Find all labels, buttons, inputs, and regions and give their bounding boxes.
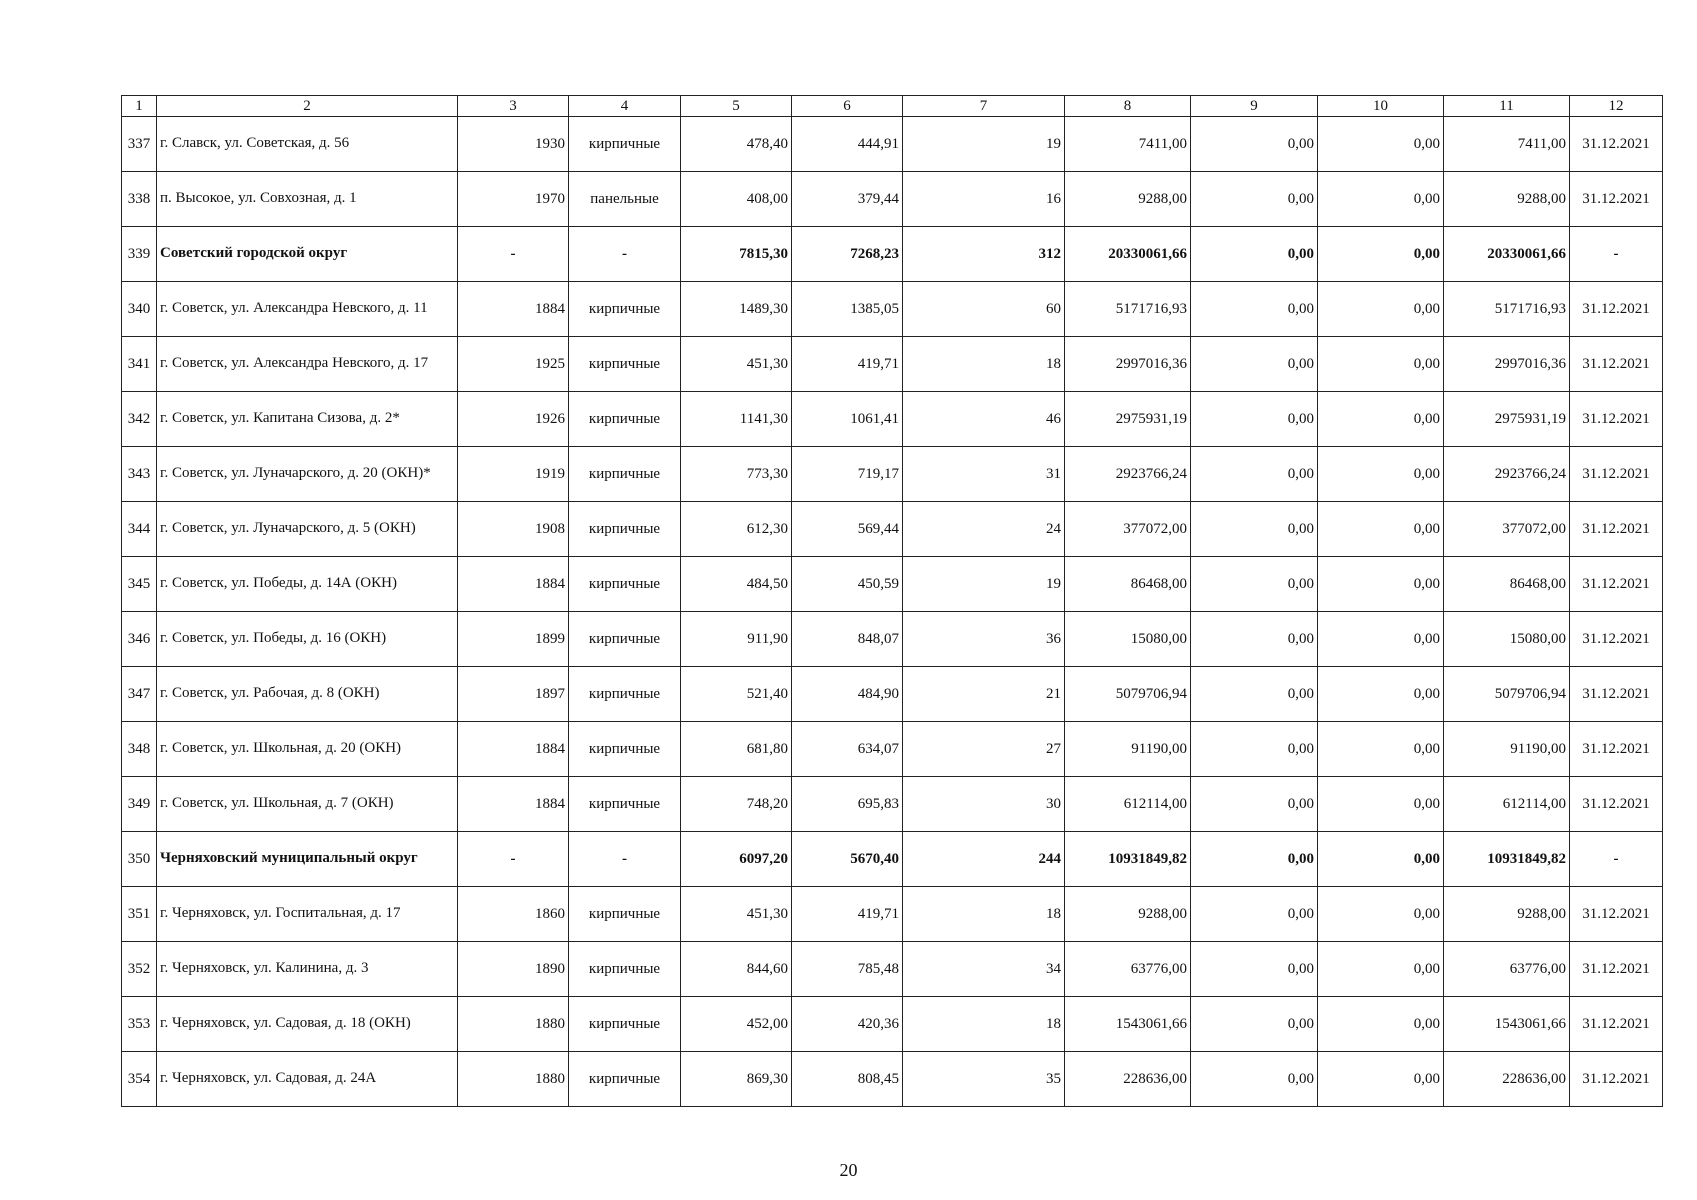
column-6-cell: 785,48 <box>792 942 903 997</box>
column-8-cell: 10931849,82 <box>1065 832 1191 887</box>
column-9-cell: 0,00 <box>1191 172 1318 227</box>
column-5-cell: 452,00 <box>681 997 792 1052</box>
date-cell: 31.12.2021 <box>1570 172 1663 227</box>
column-11-cell: 2997016,36 <box>1444 337 1570 392</box>
row-number-cell: 345 <box>122 557 157 612</box>
address-cell: г. Черняховск, ул. Садовая, д. 18 (ОКН) <box>157 997 458 1052</box>
column-5-cell: 844,60 <box>681 942 792 997</box>
column-7-cell: 18 <box>903 887 1065 942</box>
wall-material-cell: кирпичные <box>569 667 681 722</box>
wall-material-cell: кирпичные <box>569 612 681 667</box>
row-number-cell: 349 <box>122 777 157 832</box>
column-7-cell: 19 <box>903 117 1065 172</box>
date-cell: 31.12.2021 <box>1570 942 1663 997</box>
year-built-cell: 1860 <box>458 887 569 942</box>
column-6-cell: 419,71 <box>792 337 903 392</box>
column-8-cell: 5079706,94 <box>1065 667 1191 722</box>
column-number-header-row <box>122 96 1663 117</box>
wall-material-cell: кирпичные <box>569 887 681 942</box>
column-7-cell: 34 <box>903 942 1065 997</box>
column-8-cell: 2997016,36 <box>1065 337 1191 392</box>
column-8-cell: 2923766,24 <box>1065 447 1191 502</box>
date-cell: 31.12.2021 <box>1570 612 1663 667</box>
year-built-cell: 1908 <box>458 502 569 557</box>
address-cell: г. Советск, ул. Капитана Сизова, д. 2* <box>157 392 458 447</box>
column-9-cell: 0,00 <box>1191 1052 1318 1107</box>
year-built-cell: 1919 <box>458 447 569 502</box>
table-row <box>122 887 1663 942</box>
column-header: 3 <box>458 96 569 117</box>
date-cell: 31.12.2021 <box>1570 282 1663 337</box>
column-7-cell: 19 <box>903 557 1065 612</box>
column-header: 9 <box>1191 96 1318 117</box>
table-row <box>122 997 1663 1052</box>
column-6-cell: 5670,40 <box>792 832 903 887</box>
column-header: 11 <box>1444 96 1570 117</box>
column-10-cell: 0,00 <box>1318 612 1444 667</box>
date-cell: 31.12.2021 <box>1570 447 1663 502</box>
wall-material-cell: кирпичные <box>569 447 681 502</box>
date-cell: 31.12.2021 <box>1570 557 1663 612</box>
column-6-cell: 569,44 <box>792 502 903 557</box>
address-cell: г. Советск, ул. Луначарского, д. 5 (ОКН) <box>157 502 458 557</box>
column-9-cell: 0,00 <box>1191 832 1318 887</box>
date-cell: - <box>1570 227 1663 282</box>
column-10-cell: 0,00 <box>1318 887 1444 942</box>
column-8-cell: 86468,00 <box>1065 557 1191 612</box>
address-cell: г. Советск, ул. Александра Невского, д. 11 <box>157 282 458 337</box>
table-row <box>122 172 1663 227</box>
table-row <box>122 447 1663 502</box>
column-6-cell: 634,07 <box>792 722 903 777</box>
register-table <box>121 95 1663 1107</box>
year-built-cell: 1884 <box>458 282 569 337</box>
table-row <box>122 337 1663 392</box>
column-11-cell: 5171716,93 <box>1444 282 1570 337</box>
row-number-cell: 350 <box>122 832 157 887</box>
table-row <box>122 557 1663 612</box>
year-built-cell: 1880 <box>458 1052 569 1107</box>
row-number-cell: 342 <box>122 392 157 447</box>
column-9-cell: 0,00 <box>1191 942 1318 997</box>
column-8-cell: 377072,00 <box>1065 502 1191 557</box>
table-row <box>122 667 1663 722</box>
wall-material-cell: кирпичные <box>569 722 681 777</box>
column-10-cell: 0,00 <box>1318 997 1444 1052</box>
column-11-cell: 20330061,66 <box>1444 227 1570 282</box>
table-row <box>122 722 1663 777</box>
year-built-cell: 1926 <box>458 392 569 447</box>
column-8-cell: 612114,00 <box>1065 777 1191 832</box>
column-10-cell: 0,00 <box>1318 227 1444 282</box>
date-cell: 31.12.2021 <box>1570 1052 1663 1107</box>
column-10-cell: 0,00 <box>1318 667 1444 722</box>
column-8-cell: 2975931,19 <box>1065 392 1191 447</box>
date-cell: - <box>1570 832 1663 887</box>
column-7-cell: 21 <box>903 667 1065 722</box>
column-8-cell: 5171716,93 <box>1065 282 1191 337</box>
column-6-cell: 484,90 <box>792 667 903 722</box>
table-row <box>122 1052 1663 1107</box>
row-number-cell: 348 <box>122 722 157 777</box>
table-body <box>122 117 1663 1107</box>
column-9-cell: 0,00 <box>1191 447 1318 502</box>
column-header: 2 <box>157 96 458 117</box>
column-5-cell: 1489,30 <box>681 282 792 337</box>
year-built-cell: 1884 <box>458 777 569 832</box>
column-6-cell: 419,71 <box>792 887 903 942</box>
column-9-cell: 0,00 <box>1191 117 1318 172</box>
subtotal-row <box>122 832 1663 887</box>
date-cell: 31.12.2021 <box>1570 502 1663 557</box>
wall-material-cell: кирпичные <box>569 557 681 612</box>
wall-material-cell: кирпичные <box>569 392 681 447</box>
year-built-cell: - <box>458 832 569 887</box>
subtotal-row <box>122 227 1663 282</box>
column-header: 12 <box>1570 96 1663 117</box>
column-11-cell: 1543061,66 <box>1444 997 1570 1052</box>
address-cell: г. Советск, ул. Александра Невского, д. 17 <box>157 337 458 392</box>
column-11-cell: 10931849,82 <box>1444 832 1570 887</box>
column-9-cell: 0,00 <box>1191 777 1318 832</box>
year-built-cell: 1970 <box>458 172 569 227</box>
column-9-cell: 0,00 <box>1191 997 1318 1052</box>
column-5-cell: 911,90 <box>681 612 792 667</box>
column-11-cell: 63776,00 <box>1444 942 1570 997</box>
column-header: 7 <box>903 96 1065 117</box>
date-cell: 31.12.2021 <box>1570 722 1663 777</box>
column-10-cell: 0,00 <box>1318 1052 1444 1107</box>
column-7-cell: 46 <box>903 392 1065 447</box>
row-number-cell: 343 <box>122 447 157 502</box>
date-cell: 31.12.2021 <box>1570 337 1663 392</box>
row-number-cell: 338 <box>122 172 157 227</box>
column-11-cell: 2923766,24 <box>1444 447 1570 502</box>
column-10-cell: 0,00 <box>1318 282 1444 337</box>
row-number-cell: 351 <box>122 887 157 942</box>
column-6-cell: 719,17 <box>792 447 903 502</box>
date-cell: 31.12.2021 <box>1570 392 1663 447</box>
column-10-cell: 0,00 <box>1318 502 1444 557</box>
table-row <box>122 942 1663 997</box>
column-10-cell: 0,00 <box>1318 832 1444 887</box>
row-number-cell: 339 <box>122 227 157 282</box>
column-8-cell: 20330061,66 <box>1065 227 1191 282</box>
column-7-cell: 60 <box>903 282 1065 337</box>
column-11-cell: 91190,00 <box>1444 722 1570 777</box>
column-8-cell: 91190,00 <box>1065 722 1191 777</box>
column-5-cell: 408,00 <box>681 172 792 227</box>
column-5-cell: 1141,30 <box>681 392 792 447</box>
wall-material-cell: панельные <box>569 172 681 227</box>
table-row <box>122 502 1663 557</box>
column-9-cell: 0,00 <box>1191 887 1318 942</box>
column-5-cell: 681,80 <box>681 722 792 777</box>
column-7-cell: 16 <box>903 172 1065 227</box>
wall-material-cell: - <box>569 227 681 282</box>
column-5-cell: 7815,30 <box>681 227 792 282</box>
column-7-cell: 30 <box>903 777 1065 832</box>
column-9-cell: 0,00 <box>1191 667 1318 722</box>
year-built-cell: - <box>458 227 569 282</box>
column-10-cell: 0,00 <box>1318 172 1444 227</box>
column-11-cell: 86468,00 <box>1444 557 1570 612</box>
column-9-cell: 0,00 <box>1191 392 1318 447</box>
page-number: 20 <box>839 1160 858 1180</box>
column-11-cell: 5079706,94 <box>1444 667 1570 722</box>
year-built-cell: 1897 <box>458 667 569 722</box>
column-9-cell: 0,00 <box>1191 227 1318 282</box>
date-cell: 31.12.2021 <box>1570 777 1663 832</box>
column-6-cell: 848,07 <box>792 612 903 667</box>
column-6-cell: 444,91 <box>792 117 903 172</box>
row-number-cell: 354 <box>122 1052 157 1107</box>
column-8-cell: 9288,00 <box>1065 887 1191 942</box>
column-8-cell: 7411,00 <box>1065 117 1191 172</box>
wall-material-cell: кирпичные <box>569 502 681 557</box>
column-5-cell: 748,20 <box>681 777 792 832</box>
column-7-cell: 18 <box>903 337 1065 392</box>
year-built-cell: 1884 <box>458 557 569 612</box>
column-header: 8 <box>1065 96 1191 117</box>
date-cell: 31.12.2021 <box>1570 887 1663 942</box>
column-10-cell: 0,00 <box>1318 447 1444 502</box>
column-6-cell: 1385,05 <box>792 282 903 337</box>
row-number-cell: 352 <box>122 942 157 997</box>
table-row <box>122 392 1663 447</box>
column-7-cell: 31 <box>903 447 1065 502</box>
column-5-cell: 6097,20 <box>681 832 792 887</box>
column-header: 4 <box>569 96 681 117</box>
year-built-cell: 1880 <box>458 997 569 1052</box>
column-8-cell: 9288,00 <box>1065 172 1191 227</box>
column-header: 6 <box>792 96 903 117</box>
column-11-cell: 7411,00 <box>1444 117 1570 172</box>
column-5-cell: 773,30 <box>681 447 792 502</box>
row-number-cell: 344 <box>122 502 157 557</box>
column-5-cell: 612,30 <box>681 502 792 557</box>
column-5-cell: 451,30 <box>681 887 792 942</box>
column-10-cell: 0,00 <box>1318 337 1444 392</box>
column-7-cell: 36 <box>903 612 1065 667</box>
column-9-cell: 0,00 <box>1191 612 1318 667</box>
column-10-cell: 0,00 <box>1318 392 1444 447</box>
column-9-cell: 0,00 <box>1191 722 1318 777</box>
column-7-cell: 244 <box>903 832 1065 887</box>
address-cell: г. Черняховск, ул. Садовая, д. 24А <box>157 1052 458 1107</box>
row-number-cell: 347 <box>122 667 157 722</box>
date-cell: 31.12.2021 <box>1570 667 1663 722</box>
column-7-cell: 312 <box>903 227 1065 282</box>
address-cell: г. Славск, ул. Советская, д. 56 <box>157 117 458 172</box>
address-cell: Советский городской округ <box>157 227 458 282</box>
column-10-cell: 0,00 <box>1318 942 1444 997</box>
address-cell: г. Советск, ул. Победы, д. 16 (ОКН) <box>157 612 458 667</box>
column-10-cell: 0,00 <box>1318 722 1444 777</box>
address-cell: г. Черняховск, ул. Госпитальная, д. 17 <box>157 887 458 942</box>
row-number-cell: 337 <box>122 117 157 172</box>
wall-material-cell: кирпичные <box>569 1052 681 1107</box>
column-header: 1 <box>122 96 157 117</box>
address-cell: г. Советск, ул. Луначарского, д. 20 (ОКН)* <box>157 447 458 502</box>
column-7-cell: 27 <box>903 722 1065 777</box>
column-11-cell: 377072,00 <box>1444 502 1570 557</box>
date-cell: 31.12.2021 <box>1570 997 1663 1052</box>
column-9-cell: 0,00 <box>1191 557 1318 612</box>
column-6-cell: 808,45 <box>792 1052 903 1107</box>
column-5-cell: 484,50 <box>681 557 792 612</box>
column-8-cell: 15080,00 <box>1065 612 1191 667</box>
row-number-cell: 346 <box>122 612 157 667</box>
column-11-cell: 2975931,19 <box>1444 392 1570 447</box>
column-11-cell: 228636,00 <box>1444 1052 1570 1107</box>
wall-material-cell: кирпичные <box>569 777 681 832</box>
column-5-cell: 478,40 <box>681 117 792 172</box>
wall-material-cell: кирпичные <box>569 282 681 337</box>
column-10-cell: 0,00 <box>1318 777 1444 832</box>
year-built-cell: 1925 <box>458 337 569 392</box>
column-5-cell: 451,30 <box>681 337 792 392</box>
column-header: 5 <box>681 96 792 117</box>
column-6-cell: 695,83 <box>792 777 903 832</box>
column-6-cell: 450,59 <box>792 557 903 612</box>
column-11-cell: 9288,00 <box>1444 172 1570 227</box>
year-built-cell: 1884 <box>458 722 569 777</box>
column-6-cell: 7268,23 <box>792 227 903 282</box>
wall-material-cell: кирпичные <box>569 997 681 1052</box>
year-built-cell: 1930 <box>458 117 569 172</box>
address-cell: п. Высокое, ул. Совхозная, д. 1 <box>157 172 458 227</box>
column-header: 10 <box>1318 96 1444 117</box>
column-8-cell: 63776,00 <box>1065 942 1191 997</box>
year-built-cell: 1890 <box>458 942 569 997</box>
column-10-cell: 0,00 <box>1318 117 1444 172</box>
wall-material-cell: кирпичные <box>569 337 681 392</box>
row-number-cell: 340 <box>122 282 157 337</box>
column-8-cell: 1543061,66 <box>1065 997 1191 1052</box>
year-built-cell: 1899 <box>458 612 569 667</box>
column-5-cell: 869,30 <box>681 1052 792 1107</box>
column-9-cell: 0,00 <box>1191 502 1318 557</box>
column-5-cell: 521,40 <box>681 667 792 722</box>
address-cell: г. Советск, ул. Школьная, д. 7 (ОКН) <box>157 777 458 832</box>
column-6-cell: 420,36 <box>792 997 903 1052</box>
row-number-cell: 353 <box>122 997 157 1052</box>
column-8-cell: 228636,00 <box>1065 1052 1191 1107</box>
column-6-cell: 379,44 <box>792 172 903 227</box>
column-9-cell: 0,00 <box>1191 282 1318 337</box>
column-11-cell: 9288,00 <box>1444 887 1570 942</box>
column-9-cell: 0,00 <box>1191 337 1318 392</box>
column-7-cell: 18 <box>903 997 1065 1052</box>
table-row <box>122 117 1663 172</box>
address-cell: г. Советск, ул. Рабочая, д. 8 (ОКН) <box>157 667 458 722</box>
column-10-cell: 0,00 <box>1318 557 1444 612</box>
wall-material-cell: - <box>569 832 681 887</box>
column-11-cell: 15080,00 <box>1444 612 1570 667</box>
column-11-cell: 612114,00 <box>1444 777 1570 832</box>
column-7-cell: 35 <box>903 1052 1065 1107</box>
column-6-cell: 1061,41 <box>792 392 903 447</box>
address-cell: г. Советск, ул. Победы, д. 14А (ОКН) <box>157 557 458 612</box>
table-row <box>122 612 1663 667</box>
address-cell: г. Черняховск, ул. Калинина, д. 3 <box>157 942 458 997</box>
row-number-cell: 341 <box>122 337 157 392</box>
wall-material-cell: кирпичные <box>569 117 681 172</box>
date-cell: 31.12.2021 <box>1570 117 1663 172</box>
wall-material-cell: кирпичные <box>569 942 681 997</box>
table-row <box>122 777 1663 832</box>
address-cell: Черняховский муниципальный округ <box>157 832 458 887</box>
column-7-cell: 24 <box>903 502 1065 557</box>
table-row <box>122 282 1663 337</box>
address-cell: г. Советск, ул. Школьная, д. 20 (ОКН) <box>157 722 458 777</box>
